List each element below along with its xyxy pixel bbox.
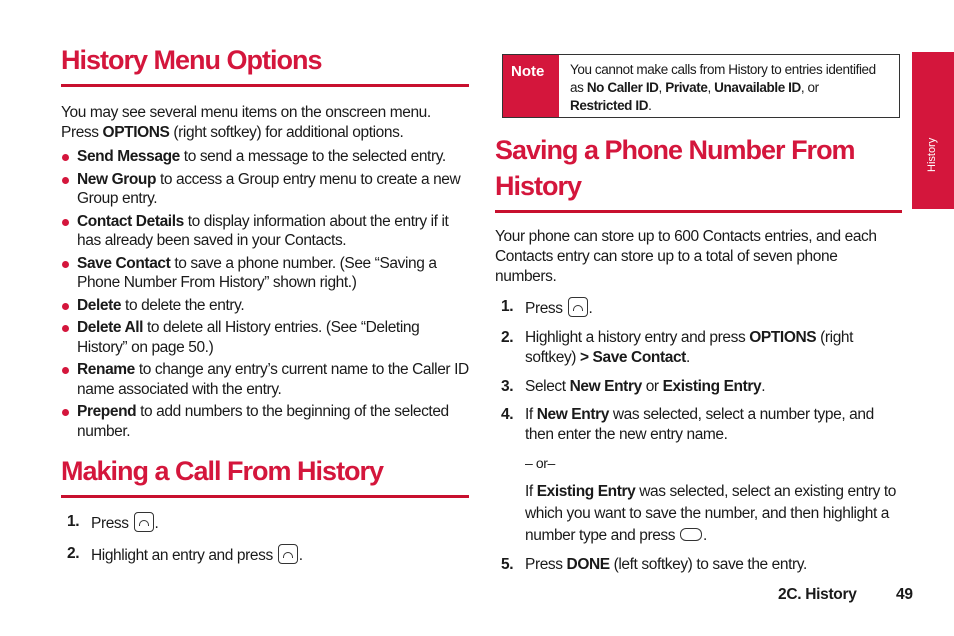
or-separator: – or–	[525, 455, 555, 471]
side-tab-label: History	[926, 137, 938, 172]
right-column	[495, 132, 902, 575]
end-key-icon	[680, 528, 702, 541]
step-item: 5. Press DONE (left softkey) to save the entry.	[501, 556, 807, 573]
note-box	[502, 54, 900, 118]
section-title-saving: Saving a Phone Number From History	[495, 132, 902, 213]
page-number: 49	[896, 586, 913, 603]
list-item: New Group to access a Group entry menu to create a new Group entry.	[61, 170, 469, 209]
list-item: Send Message to send a message to the selected entry.	[61, 147, 469, 167]
making-call-steps	[61, 512, 469, 566]
saving-steps	[495, 297, 902, 575]
menu-ok-key-icon	[278, 544, 298, 564]
section-title-making-call: Making a Call From History	[61, 453, 469, 498]
side-tab	[912, 52, 954, 209]
list-item: Contact Details to display information about the entry if it has already been saved in your Contacts.	[61, 212, 469, 251]
note-label: Note	[503, 55, 559, 117]
step-item: 4. If New Entry was selected, select a number type, and then enter the new entry name. – or– If Existing Entry was selected, select an existing entry to which you want to save the number, and then highlight a number type and press .	[495, 405, 902, 547]
menu-ok-key-icon	[568, 297, 588, 317]
menu-ok-key-icon	[134, 512, 154, 532]
step-item: 3. Select New Entry or Existing Entry.	[501, 378, 766, 395]
step-item: 2. Highlight an entry and press .	[67, 545, 303, 564]
list-item: Delete to delete the entry.	[61, 296, 469, 316]
saving-intro: Your phone can store up to 600 Contacts entries, and each Contacts entry can store up to a total of seven phone numbers.	[495, 228, 877, 285]
menu-options-intro: You may see several menu items on the onscreen menu. Press OPTIONS (right softkey) for additional options.	[61, 104, 431, 141]
footer-section: 2C. History	[778, 586, 857, 603]
left-column	[61, 42, 469, 566]
step-item: 1. Press .	[67, 513, 159, 532]
list-item: Rename to change any entry’s current name to the Caller ID name associated with the entry.	[61, 360, 469, 399]
section-title-menu-options: History Menu Options	[61, 42, 469, 87]
step-item: 1. Press .	[501, 298, 593, 317]
list-item: Delete All to delete all History entries. (See “Deleting History” on page 50.)	[61, 318, 469, 357]
step-4-alt: If Existing Entry was selected, select an existing entry to which you want to save the number, and then highlight a number type and press .	[525, 483, 896, 544]
step-item: 2. Highlight a history entry and press OPTIONS (right softkey) > Save Contact.	[501, 329, 854, 366]
menu-options-list	[61, 147, 469, 441]
list-item: Prepend to add numbers to the beginning of the selected number.	[61, 402, 469, 441]
list-item: Save Contact to save a phone number. (See “Saving a Phone Number From History” shown right.)	[61, 254, 469, 293]
note-text: You cannot make calls from History to entries identified as No Caller ID, Private, Unavailable ID, or Restricted ID.	[570, 62, 876, 113]
